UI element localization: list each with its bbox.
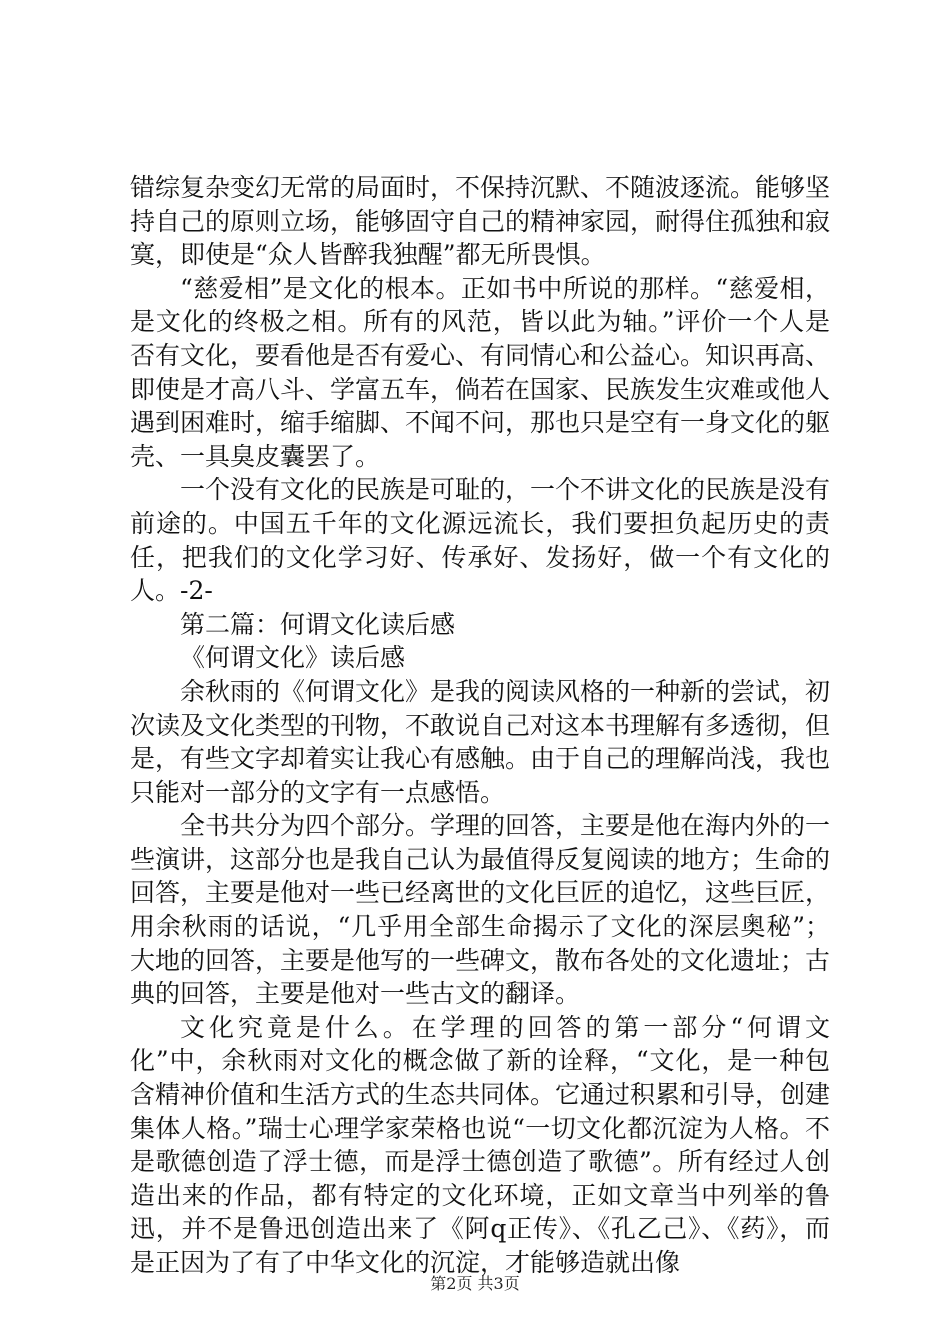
paragraph-nation-culture: 一个没有文化的民族是可耻的，一个不讲文化的民族是没有前途的。中国五千年的文化源远流长，我们要担负起历史的责任，把我们的文化学习好、传承好、发扬好，做一个有文化的人。-2- [130, 475, 831, 606]
document-body [130, 171, 830, 1280]
section-heading: 第二篇：何谓文化读后感 [180, 609, 456, 639]
paragraph-what-is-culture: 文化究竟是什么。在学理的回答的第一部分“何谓文化”中，余秋雨对文化的概念做了新的诠释，“文化，是一种包含精神价值和生活方式的生态共同体。它通过积累和引导，创建集体人格。”瑞士心理学家荣格也说“一切文化都沉淀为人格。不是歌德创造了浮士德，而是浮士德创造了歌德”。所有经过人创造出来的作品，都有特定的文化环境，正如文章当中列举的鲁迅，并不是鲁迅创造出来了《阿q正传》、《孔乙己》、《药》，而是正因为了有了中华文化的沉淀，才能够造就出像 [130, 1012, 831, 1277]
paragraph-intro: 余秋雨的《何谓文化》是我的阅读风格的一种新的尝试，初次读及文化类型的刊物，不敢说自己对这本书理解有多透彻，但是，有些文字却着实让我心有感触。由于自己的理解尚浅，我也只能对一部分的文字有一点感悟。 [130, 676, 831, 807]
paragraph-continuation: 错综复杂变幻无常的局面时，不保持沉默、不随波逐流。能够坚持自己的原则立场，能够固守自己的精神家园，耐得住孤独和寂寞，即使是“众人皆醉我独醒”都无所畏惧。 [130, 173, 831, 270]
paragraph-compassion: “慈爱相”是文化的根本。正如书中所说的那样。“慈爱相，是文化的终极之相。所有的风范，皆以此为轴。”评价一个人是否有文化，要看他是否有爱心、有同情心和公益心。知识再高、即使是才高八斗、学富五车，倘若在国家、民族发生灾难或他人遇到困难时，缩手缩脚、不闻不问，那也只是空有一身文化的躯壳、一具臭皮囊罢了。 [130, 273, 831, 471]
article-title: 《何谓文化》读后感 [180, 643, 406, 673]
page-number-footer: 第2页 共3页 [430, 1274, 520, 1293]
paragraph-book-structure: 全书共分为四个部分。学理的回答，主要是他在海内外的一些演讲，这部分也是我自己认为最值得反复阅读的地方；生命的回答，主要是他对一些已经离世的文化巨匠的追忆，这些巨匠，用余秋雨的话说，“几乎用全部生命揭示了文化的深层奥秘”；大地的回答，主要是他写的一些碑文，散布各处的文化遗址；古典的回答，主要是他对一些古文的翻译。 [130, 811, 831, 1009]
